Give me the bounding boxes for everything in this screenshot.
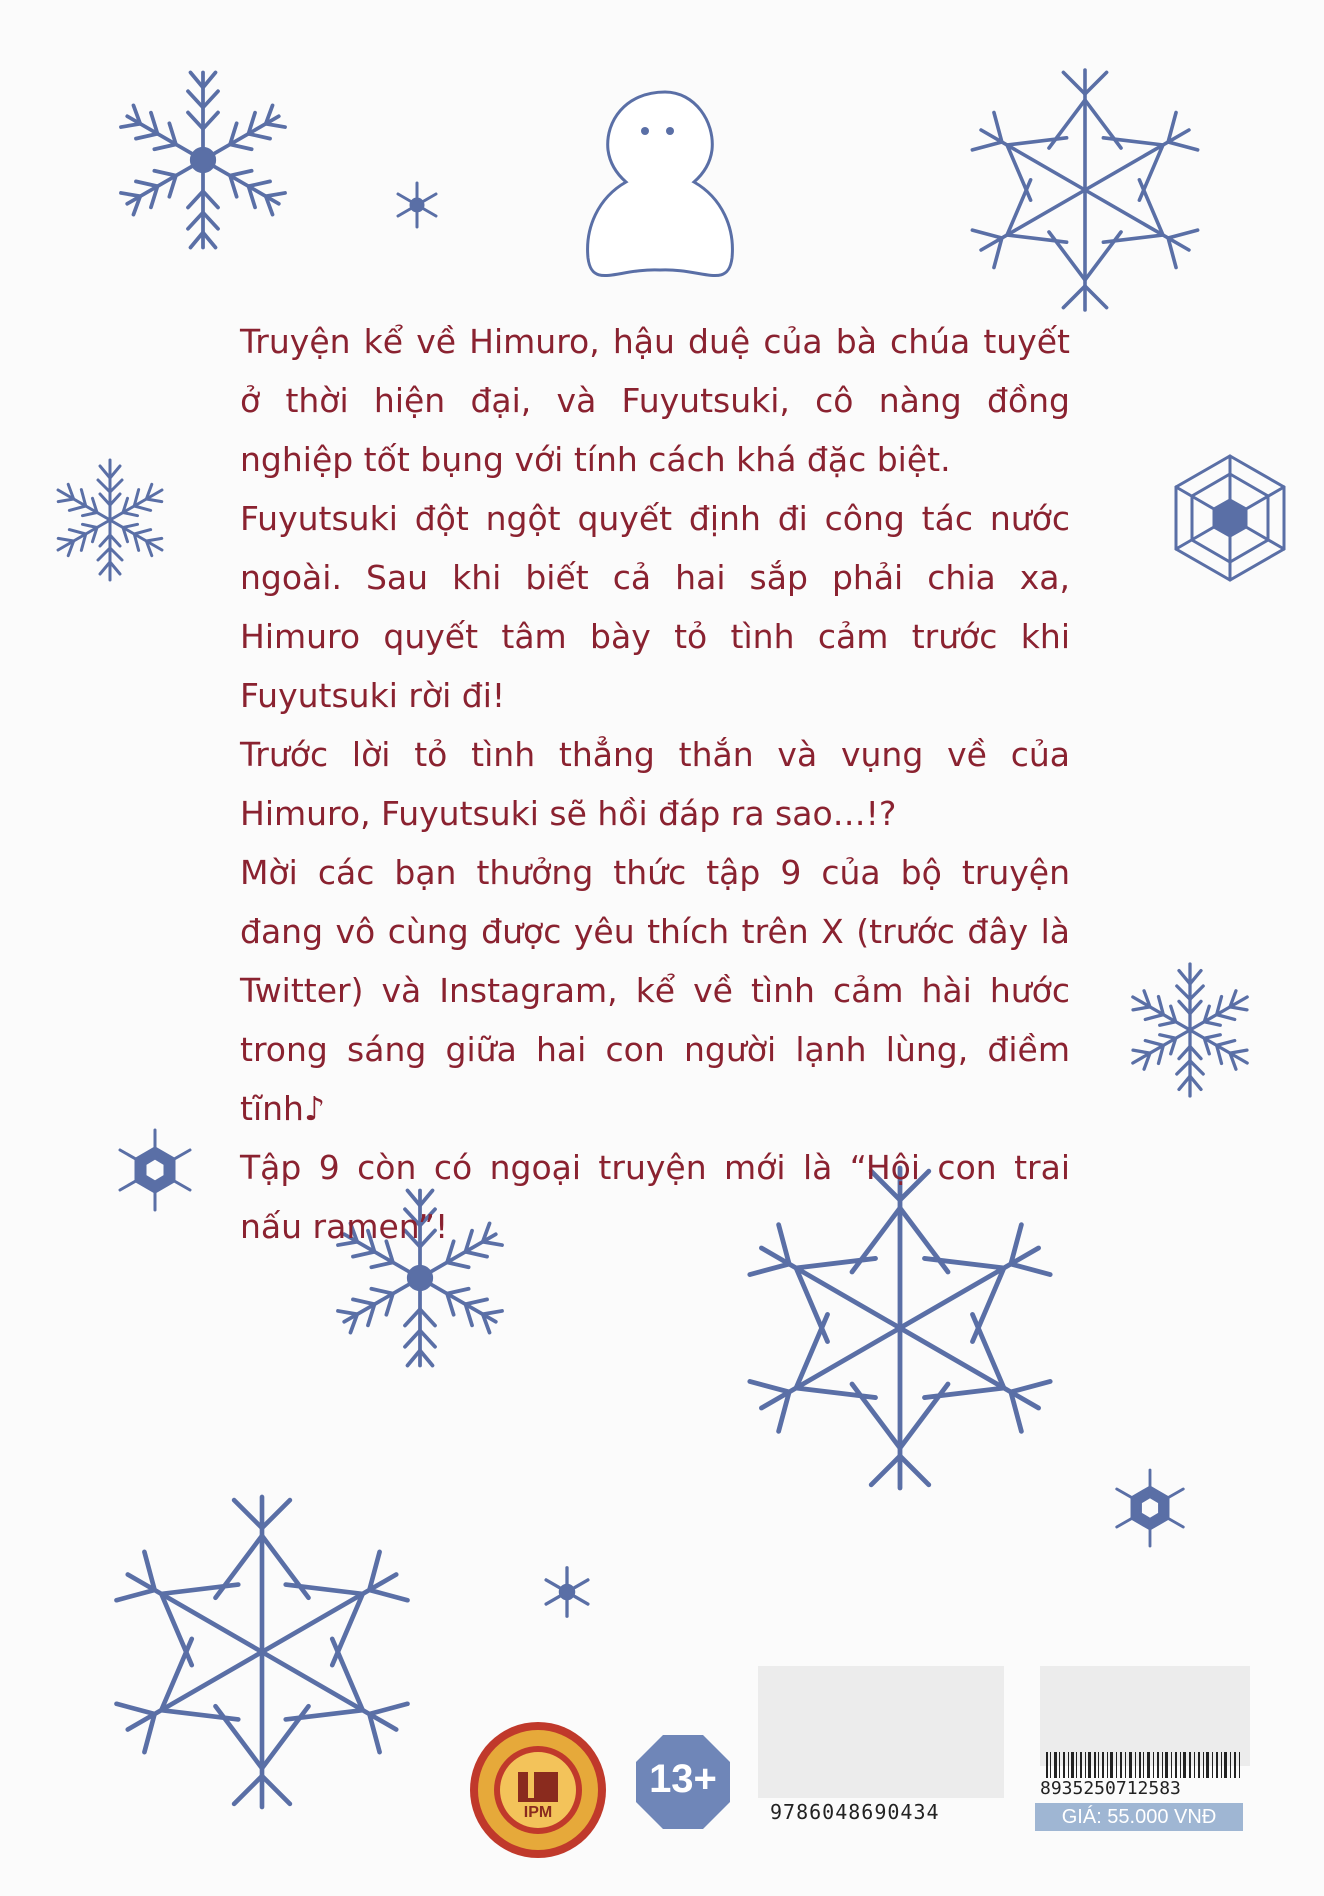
snowman-icon	[588, 92, 733, 300]
snowflake	[120, 1130, 190, 1210]
snowflake	[1176, 456, 1284, 580]
snowflake	[105, 1497, 420, 1807]
price-barcode-number: 8935250712583	[1040, 1778, 1181, 1799]
price-barcode-label	[1040, 1666, 1250, 1766]
snowflake	[52, 460, 168, 580]
publisher-logo-text: IPM	[523, 1804, 553, 1821]
barcode-icon	[1040, 1752, 1245, 1778]
age-rating-label: 13+	[649, 1757, 717, 1801]
blurb-paragraph: Mời các bạn thưởng thức tập 9 của bộ truyện đang vô cùng được yêu thích trên X (trước đây là Twitter) và Instagram, kể về tình cảm hài hước trong sáng giữa hai con người lạnh lùng, điềm tĩnh♪	[240, 853, 1070, 1128]
blurb-paragraph: Tập 9 còn có ngoại truyện mới là “Hội con trai nấu ramen”!	[240, 1148, 1070, 1246]
isbn-barcode-label	[758, 1666, 1004, 1798]
blurb-paragraph: Truyện kể về Himuro, hậu duệ của bà chúa tuyết ở thời hiện đại, và Fuyutsuki, cô nàng đồng nghiệp tốt bụng với tính cách khá đặc biệt.	[240, 322, 1070, 479]
publisher-seal	[468, 1720, 608, 1860]
price-label: GIÁ: 55.000 VNĐ	[1035, 1803, 1243, 1831]
snowflake	[963, 70, 1207, 310]
snowflake	[398, 183, 436, 227]
blurb-paragraph: Trước lời tỏ tình thẳng thắn và vụng về của Himuro, Fuyutsuki sẽ hồi đáp ra sao…!?	[240, 735, 1070, 833]
isbn-barcode-number: 9786048690434	[770, 1800, 940, 1824]
snowflake	[546, 1568, 588, 1616]
seal-icon	[468, 1720, 608, 1860]
age-rating-badge	[634, 1733, 732, 1831]
blurb-paragraph: Fuyutsuki đột ngột quyết định đi công tác nước ngoài. Sau khi biết cả hai sắp phải chia xa, Himuro quyết tâm bày tỏ tình cảm trước khi Fuyutsuki rời đi!	[240, 499, 1070, 715]
snowflake	[120, 73, 287, 248]
snowflake	[1126, 964, 1254, 1096]
book-blurb	[240, 312, 1070, 1256]
snowflake	[1117, 1470, 1184, 1546]
